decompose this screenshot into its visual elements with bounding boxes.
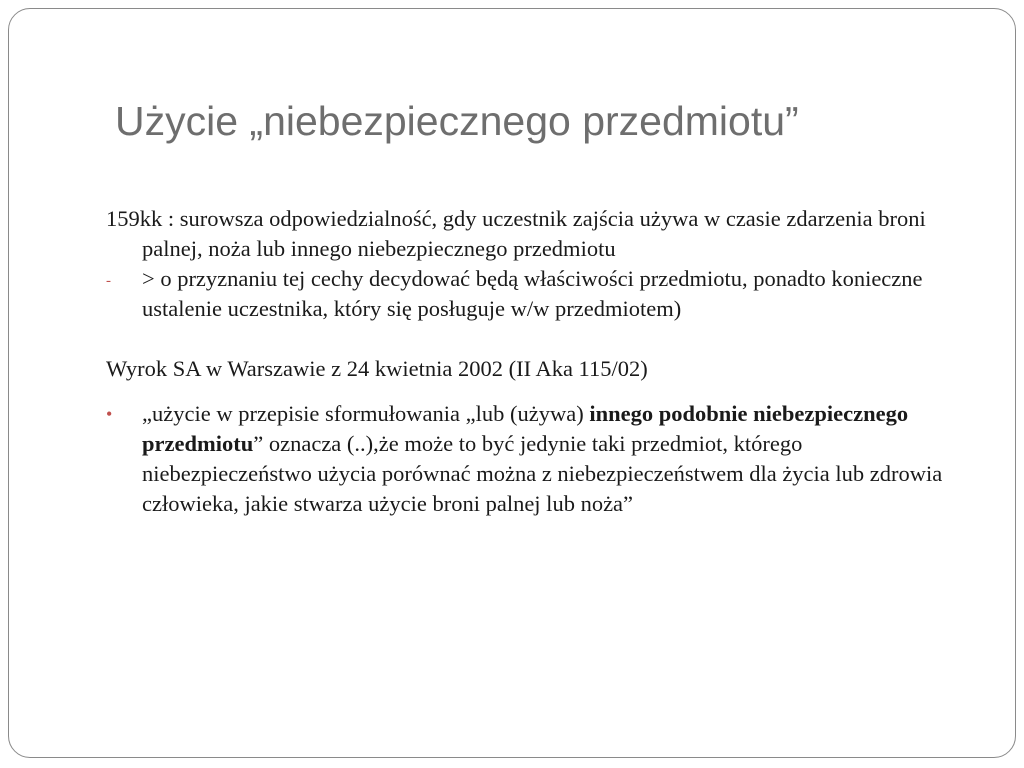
bullet-icon: •: [106, 404, 113, 424]
quote-text-part1: „użycie w przepisie sformułowania „lub (używa): [142, 401, 590, 426]
dash-item-text: > o przyznaniu tej cechy decydować będą właściwości przedmiotu, ponadto konieczne ustalenie uczestnika, który się posługuje w/w przedmiotem): [142, 266, 923, 321]
dash-list-item: [106, 264, 956, 324]
quote-text-bold: innego podobnie niebezpiecznego przedmiotu: [142, 401, 909, 456]
paragraph-art-159: 159kk : surowsza odpowiedzialność, gdy uczestnik zajścia używa w czasie zdarzenia broni palnej, noża lub innego niebezpiecznego przedmiotu: [106, 206, 926, 261]
dash-bullet-icon: -: [106, 273, 111, 289]
quote-list-item: [106, 399, 956, 519]
spacer: [106, 324, 956, 354]
slide-title: Użycie „niebezpiecznego przedmiotu”: [115, 98, 799, 144]
ruling-citation: Wyrok SA w Warszawie z 24 kwietnia 2002 (II Aka 115/02): [106, 356, 648, 381]
quote-text-part2: ” oznacza (..),że może to być jedynie taki przedmiot, którego niebezpieczeństwo użycia porównać można z niebezpieczeństwem dla życia lub zdrowia człowieka, jakie stwarza użycie broni palnej lub noża”: [142, 431, 943, 516]
slide-body: [106, 204, 956, 519]
